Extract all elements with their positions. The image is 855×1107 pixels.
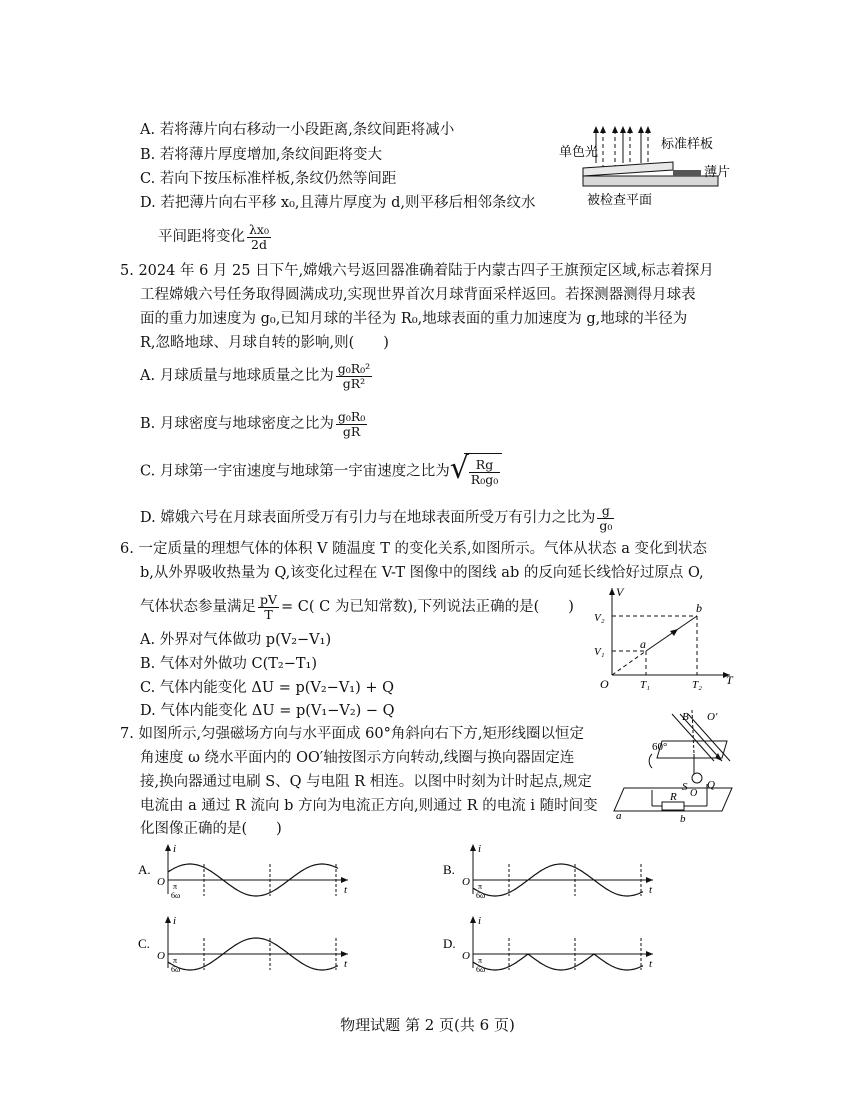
svg-text:V₁: V₁: [594, 646, 605, 658]
q4-sheet-label: 薄片: [704, 164, 731, 179]
svg-text:R: R: [670, 791, 677, 803]
svg-text:O: O: [600, 677, 609, 691]
svg-text:S: S: [682, 781, 688, 793]
q6-line-2: b,从外界吸收热量为 Q,该变化过程在 V-T 图像中的图线 ab 的反向延长线恰好过原点 O,: [140, 565, 704, 581]
q7-graph-a: [138, 840, 358, 902]
q7-line-4: 电流由 a 通过 R 流向 b 方向为电流正方向,则通过 R 的电流 i 随时间变: [140, 798, 598, 814]
svg-text:a: a: [640, 637, 646, 651]
i-axis-arrow: [165, 916, 171, 923]
q5-option-b: B. 月球密度与地球密度之比为 $\frac{\text{g₀R₀}}{gR}$: [140, 408, 366, 439]
q4-plate-label: 标准样板: [661, 136, 714, 151]
page-footer: 物理试题 第 2 页(共 6 页): [340, 1016, 515, 1034]
q5-line-4: R,忽略地球、月球自转的影响,则( ): [140, 335, 389, 351]
svg-text:V: V: [616, 585, 624, 599]
q4-option-d-line2: [158, 222, 273, 252]
origin-label: O: [462, 876, 470, 888]
t-label: t: [649, 884, 653, 896]
t-label: t: [649, 958, 653, 970]
tick-denominator: 6ω: [476, 891, 486, 900]
i-label: i: [478, 843, 482, 855]
q5-line-1: 5. 2024 年 6 月 25 日下午,嫦娥六号返回器准确着陆于内蒙古四子王旗预定区域,标志着探月: [120, 263, 714, 279]
i-axis-arrow: [470, 844, 476, 851]
svg-text:60°: 60°: [652, 741, 668, 753]
origin-label: O: [462, 950, 470, 962]
q4-option-d-text: 平间距将变化: [158, 229, 245, 245]
svg-text:V₂: V₂: [594, 612, 605, 624]
q4-option-d-fraction: $\frac{\text{λx₀}}{2d}$: [249, 221, 269, 252]
i-label: i: [478, 915, 482, 927]
q6-line-1: 6. 一定质量的理想气体的体积 V 随温度 T 的变化关系,如图所示。气体从状态 a 变化到状态: [120, 541, 707, 557]
graph-label: D.: [443, 936, 456, 951]
q4-option-b: B. 若将薄片厚度增加,条纹间距将变大: [140, 147, 382, 163]
q5-line-2: 工程嫦娥六号任务取得圆满成功,实现世界首次月球背面采样返回。若探测器测得月球表: [140, 287, 696, 303]
svg-text:a: a: [616, 810, 622, 822]
tick-numerator: π: [478, 956, 483, 965]
t-axis-arrow: [646, 951, 653, 957]
origin-label: O: [157, 950, 165, 962]
i-axis-arrow: [470, 916, 476, 923]
svg-text:O: O: [690, 788, 698, 799]
q6-option-c: C. 气体内能变化 ΔU = p(V₂−V₁) + Q: [140, 680, 395, 696]
current-curve: [473, 954, 643, 970]
svg-text:B: B: [682, 711, 689, 723]
q4-option-d: D. 若把薄片向右平移 x₀,且薄片厚度为 d,则平移后相邻条纹水: [140, 195, 536, 211]
t-label: t: [344, 958, 348, 970]
t-axis-arrow: [341, 877, 348, 883]
graph-label: B.: [443, 862, 455, 877]
q4-thin-film-figure: [555, 118, 735, 218]
q7-graph-d: [443, 912, 663, 978]
q4-surface-label: 被检查平面: [587, 192, 653, 207]
i-axis-arrow: [165, 844, 171, 851]
tick-numerator: π: [173, 956, 178, 965]
q7-line-3: 接,换向器通过电刷 S、Q 与电阻 R 相连。以图中时刻为计时起点,规定: [140, 774, 592, 790]
svg-text:T: T: [726, 673, 733, 687]
t-label: t: [344, 884, 348, 896]
q5-line-3: 面的重力加速度为 g₀,已知月球的半径为 R₀,地球表面的重力加速度为 g,地球的半径为: [140, 311, 688, 327]
q7-line-2: 角速度 ω 绕水平面内的 OO′轴按图示方向转动,线圈与换向器固定连: [140, 750, 575, 766]
q4-light-label: 单色光: [559, 144, 599, 159]
q5-option-c: C. 月球第一宇宙速度与地球第一宇宙速度之比为 √ $\frac{Rg}{\text{R₀g₀}}$: [140, 453, 502, 490]
q7-graph-b: [443, 840, 663, 902]
q7-line-5: 化图像正确的是( ): [140, 821, 282, 837]
q7-line-1: 7. 如图所示,匀强磁场方向与水平面成 60°角斜向右下方,矩形线圈以恒定: [120, 726, 584, 742]
q6-option-b: B. 气体对外做功 C(T₂−T₁): [140, 656, 318, 672]
q7-generator-figure: [612, 706, 747, 826]
q6-vt-graph: [590, 580, 740, 695]
svg-text:T₁: T₁: [640, 679, 650, 691]
tick-denominator: 6ω: [476, 965, 486, 974]
origin-label: O: [157, 876, 165, 888]
i-label: i: [173, 843, 177, 855]
q5-option-a: A. 月球质量与地球质量之比为 $\frac{\text{g₀R₀²}}{\text{gR²}}$: [140, 360, 371, 391]
svg-text:b: b: [696, 601, 702, 615]
svg-text:Q: Q: [707, 779, 715, 791]
q4-option-a: A. 若将薄片向右移动一小段距离,条纹间距将减小: [140, 122, 455, 138]
tick-numerator: π: [478, 882, 483, 891]
q7-graph-c: [138, 912, 358, 978]
t-axis-arrow: [341, 951, 348, 957]
t-axis-arrow: [646, 877, 653, 883]
graph-label: A.: [138, 862, 151, 877]
q6-option-d: D. 气体内能变化 ΔU = p(V₁−V₂) − Q: [140, 703, 395, 719]
svg-text:T₂: T₂: [692, 679, 702, 691]
svg-text:b: b: [680, 813, 686, 825]
q6-line-3: 气体状态参量满足 $\frac{pV}{T}$ = C( C 为已知常数),下列说法正确的是( ): [140, 591, 574, 622]
svg-text:O′: O′: [707, 711, 718, 723]
tick-denominator: 6ω: [171, 965, 181, 974]
q5-option-d: D. 嫦娥六号在月球表面所受万有引力与在地球表面所受万有引力之比为 $\frac{g}{\text{g₀}}$: [140, 502, 613, 533]
i-label: i: [173, 915, 177, 927]
graph-label: C.: [138, 936, 150, 951]
tick-numerator: π: [173, 882, 178, 891]
q6-option-a: A. 外界对气体做功 p(V₂−V₁): [140, 632, 332, 648]
tick-denominator: 6ω: [171, 891, 181, 900]
q4-option-c: C. 若向下按压标准样板,条纹仍然等间距: [140, 171, 397, 187]
